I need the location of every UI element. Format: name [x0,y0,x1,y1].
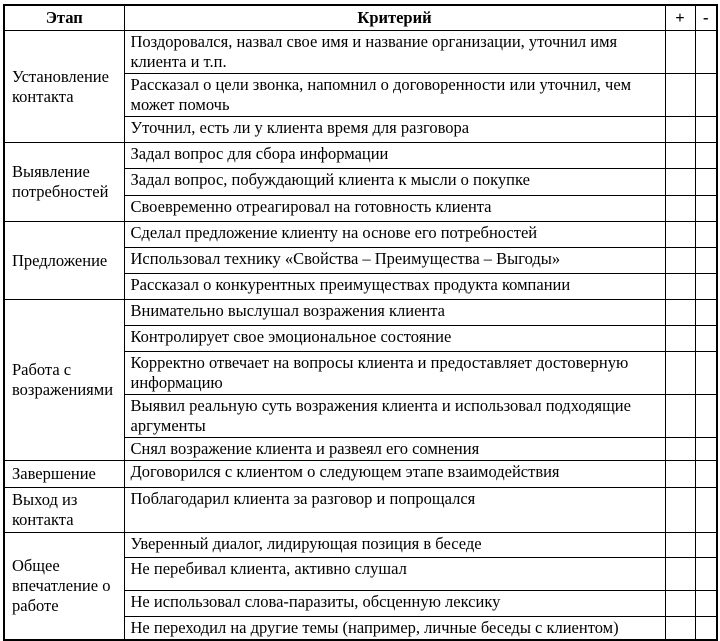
criterion-cell: Задал вопрос для сбора информации [124,143,665,169]
criterion-cell: Поздоровался, назвал свое имя и название организации, уточнил имя клиента и т.п. [124,31,665,74]
minus-mark-cell[interactable] [695,438,717,461]
stage-cell-needs-identification: Выявление потребностей [4,143,124,222]
plus-mark-cell[interactable] [665,169,695,196]
plus-mark-cell[interactable] [665,461,695,488]
minus-mark-cell[interactable] [695,352,717,395]
stage-cell-contact-establishment: Установление контакта [4,31,124,143]
plus-mark-cell[interactable] [665,326,695,352]
plus-mark-cell[interactable] [665,591,695,617]
criterion-cell: Договорился с клиентом о следующем этапе взаимодействия [124,461,665,488]
column-header-criterion: Критерий [124,5,665,31]
minus-mark-cell[interactable] [695,248,717,274]
criterion-cell: Не использовал слова-паразиты, обсценную лексику [124,591,665,617]
criterion-cell: Рассказал о конкурентных преимуществах продукта компании [124,274,665,300]
criterion-cell: Контролирует свое эмоциональное состояние [124,326,665,352]
plus-mark-cell[interactable] [665,533,695,558]
criterion-cell: Поблагодарил клиента за разговор и попрощался [124,488,665,533]
plus-mark-cell[interactable] [665,488,695,533]
minus-mark-cell[interactable] [695,617,717,641]
criterion-row [4,488,717,533]
criterion-cell: Не перебивал клиента, активно слушал [124,558,665,591]
criterion-cell: Корректно отвечает на вопросы клиента и предоставляет достоверную информацию [124,352,665,395]
stage-cell-objection-handling: Работа с возражениями [4,300,124,461]
plus-mark-cell[interactable] [665,558,695,591]
stage-cell-closing: Завершение [4,461,124,488]
criterion-cell: Своевременно отреагировал на готовность клиента [124,196,665,222]
criterion-cell: Сделал предложение клиенту на основе его потребностей [124,222,665,248]
call-evaluation-checklist-table [3,4,718,641]
criterion-cell: Уверенный диалог, лидирующая позиция в беседе [124,533,665,558]
criterion-row [4,461,717,488]
header-row [4,5,717,31]
minus-mark-cell[interactable] [695,395,717,438]
column-header-minus: - [695,5,717,31]
plus-mark-cell[interactable] [665,248,695,274]
criterion-row [4,222,717,248]
criterion-cell: Использовал технику «Свойства – Преимущества – Выгоды» [124,248,665,274]
criterion-row [4,143,717,169]
criterion-row [4,533,717,558]
criterion-cell: Рассказал о цели звонка, напомнил о договоренности или уточнил, чем может помочь [124,74,665,117]
plus-mark-cell[interactable] [665,352,695,395]
plus-mark-cell[interactable] [665,617,695,641]
plus-mark-cell[interactable] [665,117,695,143]
plus-mark-cell[interactable] [665,143,695,169]
stage-cell-overall-impression: Общее впечатление о работе [4,533,124,641]
stage-cell-offer: Предложение [4,222,124,300]
minus-mark-cell[interactable] [695,31,717,74]
plus-mark-cell[interactable] [665,222,695,248]
minus-mark-cell[interactable] [695,488,717,533]
minus-mark-cell[interactable] [695,300,717,326]
minus-mark-cell[interactable] [695,558,717,591]
plus-mark-cell[interactable] [665,74,695,117]
criterion-cell: Выявил реальную суть возражения клиента и использовал подходящие аргументы [124,395,665,438]
minus-mark-cell[interactable] [695,169,717,196]
plus-mark-cell[interactable] [665,196,695,222]
plus-mark-cell[interactable] [665,31,695,74]
minus-mark-cell[interactable] [695,533,717,558]
minus-mark-cell[interactable] [695,326,717,352]
criterion-cell: Снял возражение клиента и развеял его сомнения [124,438,665,461]
plus-mark-cell[interactable] [665,395,695,438]
minus-mark-cell[interactable] [695,143,717,169]
minus-mark-cell[interactable] [695,117,717,143]
criterion-cell: Задал вопрос, побуждающий клиента к мысли о покупке [124,169,665,196]
plus-mark-cell[interactable] [665,274,695,300]
criterion-cell: Внимательно выслушал возражения клиента [124,300,665,326]
minus-mark-cell[interactable] [695,222,717,248]
minus-mark-cell[interactable] [695,74,717,117]
criterion-cell: Уточнил, есть ли у клиента время для разговора [124,117,665,143]
stage-cell-contact-exit: Выход из контакта [4,488,124,533]
plus-mark-cell[interactable] [665,300,695,326]
column-header-plus: + [665,5,695,31]
criterion-row [4,300,717,326]
plus-mark-cell[interactable] [665,438,695,461]
minus-mark-cell[interactable] [695,461,717,488]
criterion-cell: Не переходил на другие темы (например, личные беседы с клиентом) [124,617,665,641]
column-header-stage: Этап [4,5,124,31]
minus-mark-cell[interactable] [695,196,717,222]
minus-mark-cell[interactable] [695,591,717,617]
minus-mark-cell[interactable] [695,274,717,300]
criterion-row [4,31,717,74]
